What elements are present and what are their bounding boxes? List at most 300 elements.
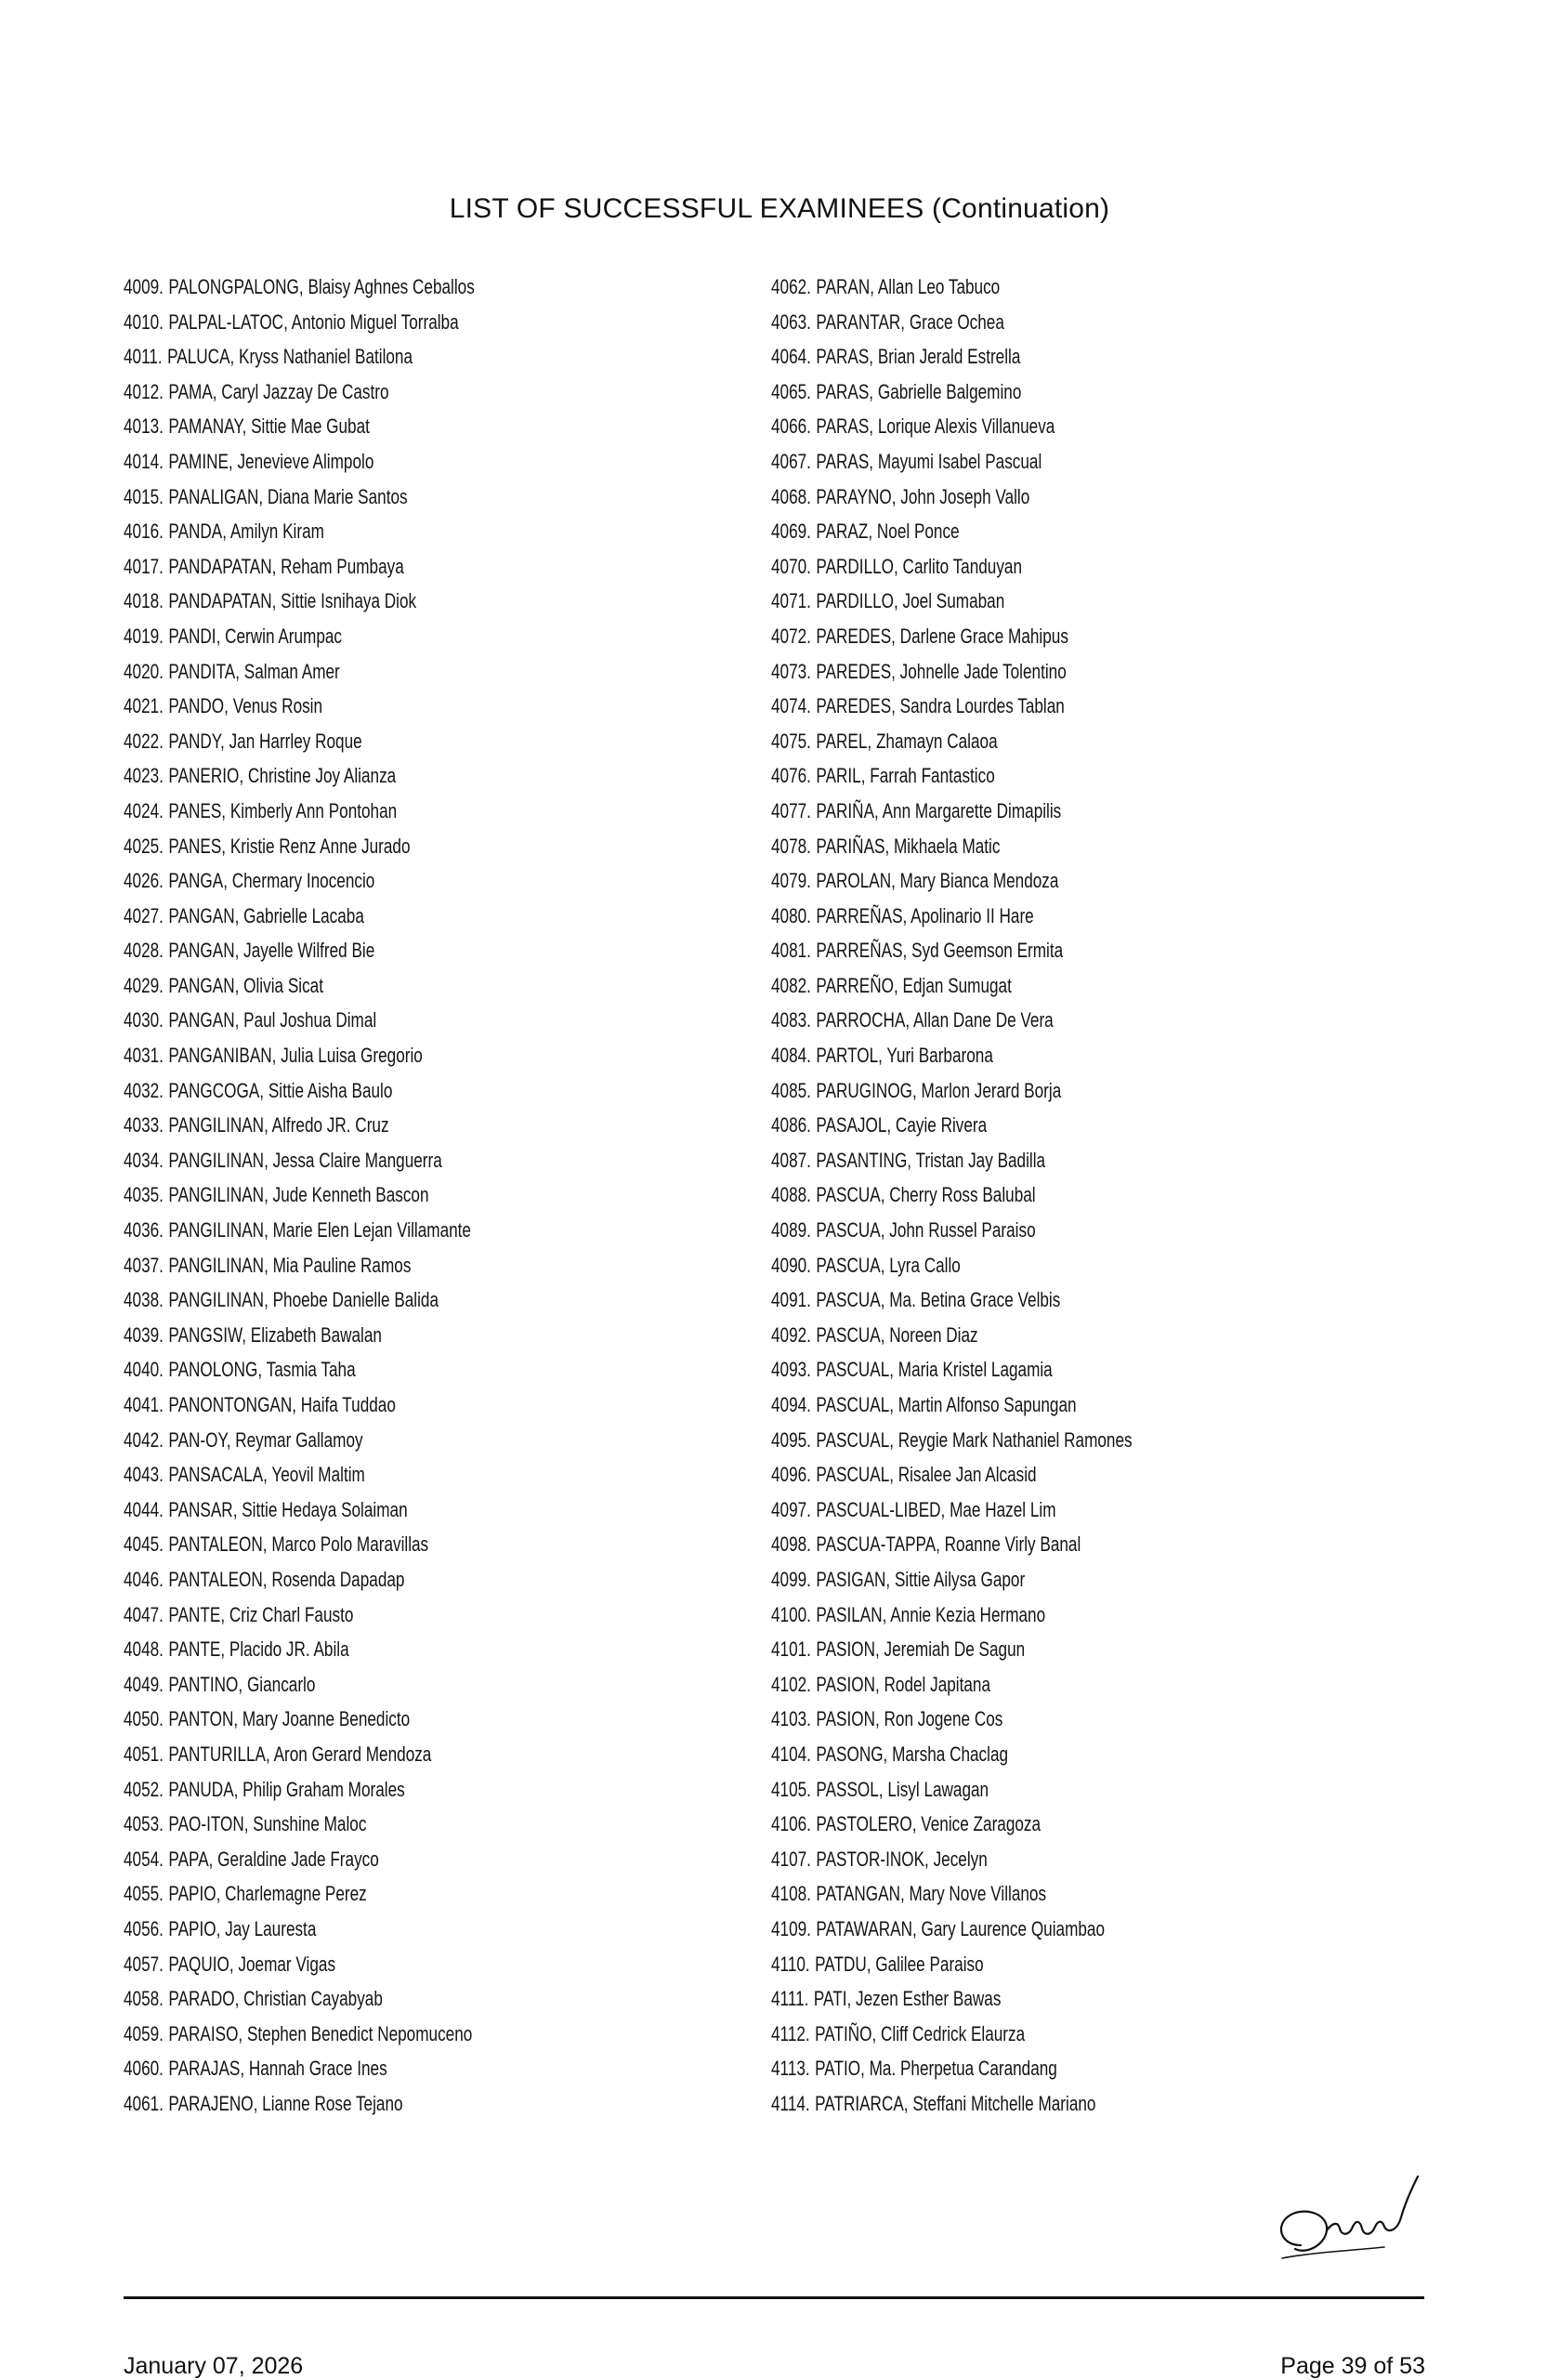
examinee-entry: [124, 1562, 602, 1598]
examinee-name: PATIÑO, Cliff Cedrick Elaurza: [815, 2021, 1026, 2045]
entry-number: 4094.: [771, 1393, 811, 1416]
examinee-name: PANGAN, Jayelle Wilfred Bie: [168, 939, 375, 963]
examinee-name: PARAN, Allan Leo Tabuco: [816, 275, 1001, 298]
examinee-entry: [124, 1387, 602, 1423]
examinee-entry: [771, 1807, 1278, 1842]
entry-number: 4070.: [771, 554, 811, 578]
examinee-entry: [124, 1038, 602, 1073]
examinee-entry: [771, 829, 1278, 864]
entry-number: 4027.: [124, 903, 164, 927]
examinee-name: PANGILINAN, Alfredo JR. Cruz: [168, 1113, 389, 1137]
examinee-entry: [771, 1352, 1278, 1387]
examinee-name: PASAJOL, Cayie Rivera: [816, 1113, 988, 1137]
examinee-entry: [124, 514, 602, 549]
examinee-name: PAMA, Caryl Jazzay De Castro: [168, 379, 389, 403]
examinee-name: PAREDES, Sandra Lourdes Tablan: [816, 694, 1065, 718]
examinee-entry: [771, 305, 1278, 340]
entry-number: 4073.: [771, 659, 811, 683]
examinee-entry: [771, 619, 1278, 654]
examinee-entry: [771, 1457, 1278, 1492]
examinee-entry: [771, 1108, 1278, 1143]
examinee-name: PANONTONGAN, Haifa Tuddao: [168, 1393, 396, 1416]
examinee-entry: [124, 1702, 602, 1737]
entry-number: 4099.: [771, 1567, 811, 1591]
entry-number: 4019.: [124, 624, 164, 648]
examinee-name: PASCUA, Noreen Diaz: [816, 1322, 978, 1347]
examinee-entry: [771, 1598, 1278, 1633]
examinee-entry: [124, 480, 602, 515]
examinee-name: PARDILLO, Carlito Tanduyan: [816, 554, 1023, 578]
entry-number: 4076.: [771, 764, 811, 788]
examinee-entry: [771, 1737, 1278, 1772]
examinee-entry: [124, 1947, 602, 1982]
examinee-name: PANES, Kristie Renz Anne Jurado: [168, 834, 411, 858]
entry-number: 4095.: [771, 1427, 811, 1452]
examinee-entry: [124, 724, 602, 759]
examinee-name: PASCUA, Cherry Ross Balubal: [816, 1183, 1036, 1207]
examinee-entry: [771, 1282, 1278, 1318]
examinee-name: PAO-ITON, Sunshine Maloc: [168, 1812, 367, 1836]
examinee-name: PANGSIW, Elizabeth Bawalan: [168, 1322, 382, 1347]
examinee-name: PANDO, Venus Rosin: [168, 694, 323, 718]
entry-number: 4091.: [771, 1288, 811, 1312]
examinee-entry: [124, 1073, 602, 1109]
examinee-entry: [771, 514, 1278, 549]
entry-number: 4052.: [124, 1777, 164, 1801]
entry-number: 4085.: [771, 1078, 811, 1102]
entry-number: 4044.: [124, 1497, 164, 1521]
entry-number: 4035.: [124, 1183, 164, 1207]
examinee-entry: [124, 1912, 602, 1947]
examinee-entry: [771, 724, 1278, 759]
examinee-name: PARAJENO, Lianne Rose Tejano: [168, 2091, 403, 2115]
entry-number: 4063.: [771, 309, 811, 334]
examinee-name: PARIÑAS, Mikhaela Matic: [816, 834, 1001, 858]
entry-number: 4050.: [124, 1707, 164, 1731]
examinee-entry: [771, 933, 1278, 968]
entry-number: 4074.: [771, 694, 811, 718]
entry-number: 4046.: [124, 1567, 164, 1591]
examinee-name: PANDAPATAN, Reham Pumbaya: [168, 554, 404, 578]
entry-number: 4083.: [771, 1008, 811, 1032]
examinee-entry: [124, 1598, 602, 1633]
examinee-entry: [771, 409, 1278, 444]
entry-number: 4047.: [124, 1602, 164, 1626]
examinee-entry: [124, 968, 602, 1004]
entry-number: 4068.: [771, 484, 811, 508]
examinee-name: PANGCOGA, Sittie Aisha Baulo: [168, 1078, 393, 1102]
entry-number: 4080.: [771, 903, 811, 927]
entry-number: 4029.: [124, 973, 164, 997]
examinee-name: PAREDES, Darlene Grace Mahipus: [816, 624, 1068, 648]
examinee-name: PASSOL, Lisyl Lawagan: [816, 1777, 989, 1801]
entry-number: 4034.: [124, 1148, 164, 1172]
examinee-entry: [124, 794, 602, 829]
examinee-name: PAMINE, Jenevieve Alimpolo: [168, 449, 374, 473]
examinee-entry: [124, 1737, 602, 1772]
entry-number: 4067.: [771, 449, 811, 473]
examinee-entry: [771, 1318, 1278, 1353]
examinee-entry: [124, 1108, 602, 1143]
examinee-entry: [771, 339, 1278, 375]
entry-number: 4109.: [771, 1916, 811, 1940]
examinee-entry: [771, 270, 1278, 305]
examinee-name: PATAWARAN, Gary Laurence Quiambao: [816, 1916, 1105, 1940]
examinee-entry: [124, 654, 602, 690]
examinee-name: PASONG, Marsha Chaclag: [816, 1742, 1009, 1766]
entry-number: 4103.: [771, 1707, 811, 1731]
entry-number: 4009.: [124, 275, 164, 298]
examinee-entry: [124, 1981, 602, 2017]
examinee-entry: [771, 899, 1278, 934]
examinee-entry: [771, 1772, 1278, 1808]
examinee-entry: [124, 1807, 602, 1842]
examinee-name: PARADO, Christian Cayabyab: [168, 1987, 383, 2011]
examinee-entry: [771, 480, 1278, 515]
examinee-entry: [771, 444, 1278, 480]
examinee-entry: [771, 1213, 1278, 1248]
entry-number: 4092.: [771, 1322, 811, 1347]
examinee-name: PARIL, Farrah Fantastico: [816, 764, 995, 788]
examinee-entry: [124, 899, 602, 934]
examinee-entry: [124, 1632, 602, 1667]
examinee-name: PANSACALA, Yeovil Maltim: [168, 1463, 365, 1487]
entry-number: 4010.: [124, 309, 164, 334]
entry-number: 4081.: [771, 939, 811, 963]
entry-number: 4064.: [771, 345, 811, 369]
examinee-entry: [124, 270, 602, 305]
examinee-name: PANGAN, Gabrielle Lacaba: [168, 903, 364, 927]
examinee-entry: [771, 1981, 1278, 2017]
examinee-entry: [124, 829, 602, 864]
entry-number: 4105.: [771, 1777, 811, 1801]
entry-number: 4075.: [771, 729, 811, 753]
examinee-name: PANDAPATAN, Sittie Isnihaya Diok: [168, 589, 417, 613]
examinee-entry: [771, 1702, 1278, 1737]
examinee-name: PARIÑA, Ann Margarette Dimapilis: [816, 798, 1062, 822]
examinee-entry: [771, 2086, 1278, 2122]
entry-number: 4036.: [124, 1218, 164, 1243]
examinee-name: PASION, Jeremiah De Sagun: [816, 1637, 1026, 1662]
examinee-name: PANGILINAN, Jessa Claire Manguerra: [168, 1148, 442, 1172]
examinee-entry: [124, 758, 602, 794]
entry-number: 4037.: [124, 1253, 164, 1277]
examinee-name: PARAYNO, John Joseph Vallo: [816, 484, 1030, 508]
examinee-entry: [124, 1248, 602, 1283]
examinee-name: PARROCHA, Allan Dane De Vera: [816, 1008, 1054, 1032]
entry-number: 4100.: [771, 1602, 811, 1626]
entry-number: 4087.: [771, 1148, 811, 1172]
examinee-entry: [771, 1177, 1278, 1213]
examinee-name: PARREÑAS, Syd Geemson Ermita: [816, 939, 1064, 963]
entry-number: 4060.: [124, 2057, 164, 2081]
examinee-entry: [771, 1492, 1278, 1528]
entry-number: 4069.: [771, 519, 811, 544]
examinee-entry: [771, 1073, 1278, 1109]
examinee-entry: [124, 619, 602, 654]
examinee-entry: [124, 2086, 602, 2122]
entry-number: 4113.: [771, 2057, 810, 2081]
entry-number: 4111.: [771, 1987, 809, 2011]
examinee-name: PANGILINAN, Phoebe Danielle Balida: [168, 1288, 439, 1312]
examinee-name: PANALIGAN, Diana Marie Santos: [168, 484, 408, 508]
examinee-name: PASCUA, John Russel Paraiso: [816, 1218, 1036, 1243]
examinee-entry: [771, 689, 1278, 724]
examinee-name: PASCUA-TAPPA, Roanne Virly Banal: [816, 1532, 1081, 1557]
examinee-name: PANTON, Mary Joanne Benedicto: [168, 1707, 411, 1731]
entry-number: 4018.: [124, 589, 164, 613]
entry-number: 4112.: [771, 2021, 810, 2045]
entry-number: 4084.: [771, 1044, 811, 1068]
examinee-entry: [771, 1876, 1278, 1912]
examinee-entry: [771, 654, 1278, 690]
examinee-entry: [771, 1038, 1278, 1073]
entry-number: 4057.: [124, 1952, 164, 1976]
examinee-name: PAPIO, Jay Lauresta: [168, 1916, 317, 1940]
examinee-entry: [124, 1457, 602, 1492]
entry-number: 4062.: [771, 275, 811, 298]
entry-number: 4079.: [771, 869, 811, 893]
examinee-name: PARTOL, Yuri Barbarona: [816, 1044, 993, 1068]
entry-number: 4021.: [124, 694, 164, 718]
examinee-name: PANTALEON, Marco Polo Maravillas: [168, 1532, 429, 1557]
examinee-entry: [124, 1423, 602, 1458]
examinee-entry: [124, 1318, 602, 1353]
examinee-entry: [124, 1282, 602, 1318]
entry-number: 4104.: [771, 1742, 811, 1766]
examinee-name: PAROLAN, Mary Bianca Mendoza: [816, 869, 1059, 893]
entry-number: 4108.: [771, 1882, 811, 1906]
examinee-entry: [124, 409, 602, 444]
examinee-name: PARAS, Gabrielle Balgemino: [816, 379, 1022, 403]
examinee-name: PANDA, Amilyn Kiram: [168, 519, 324, 544]
examinee-entry: [771, 1912, 1278, 1947]
examinee-entry: [124, 375, 602, 410]
examinee-name: PASTOR-INOK, Jecelyn: [816, 1847, 988, 1871]
examinee-entry: [124, 305, 602, 340]
examinee-name: PARREÑAS, Apolinario II Hare: [816, 903, 1034, 927]
examinee-entry: [771, 1947, 1278, 1982]
examinee-name: PANGILINAN, Mia Pauline Ramos: [168, 1253, 412, 1277]
entry-number: 4066.: [771, 414, 811, 439]
examinee-name: PASIGAN, Sittie Ailysa Gapor: [816, 1567, 1026, 1591]
examinee-entry: [124, 1143, 602, 1178]
examinee-name: PARUGINOG, Marlon Jerard Borja: [816, 1078, 1062, 1102]
entry-number: 4025.: [124, 834, 164, 858]
entry-number: 4078.: [771, 834, 811, 858]
examinee-name: PARAJAS, Hannah Grace Ines: [168, 2057, 387, 2081]
examinee-name: PASANTING, Tristan Jay Badilla: [816, 1148, 1046, 1172]
examinee-entry: [124, 1352, 602, 1387]
examinee-entry: [771, 549, 1278, 585]
examinee-name: PARAS, Lorique Alexis Villanueva: [816, 414, 1055, 439]
examinee-entry: [124, 444, 602, 480]
examinee-entry: [771, 863, 1278, 899]
examinee-name: PAN-OY, Reymar Gallamoy: [168, 1427, 363, 1452]
footer-divider: [124, 2296, 1424, 2299]
examinee-entry: [124, 1667, 602, 1703]
examinee-list-right: [771, 270, 1421, 2121]
examinee-name: PATANGAN, Mary Nove Villanos: [816, 1882, 1047, 1906]
examinee-name: PATRIARCA, Steffani Mitchelle Mariano: [815, 2091, 1096, 2115]
entry-number: 4088.: [771, 1183, 811, 1207]
examinee-name: PALPAL-LATOC, Antonio Miguel Torralba: [168, 309, 459, 334]
examinee-name: PANOLONG, Tasmia Taha: [168, 1358, 356, 1382]
examinee-entry: [771, 1143, 1278, 1178]
examinee-list-left: [124, 270, 737, 2121]
entry-number: 4033.: [124, 1113, 164, 1137]
entry-number: 4055.: [124, 1882, 164, 1906]
entry-number: 4053.: [124, 1812, 164, 1836]
entry-number: 4032.: [124, 1078, 164, 1102]
entry-number: 4039.: [124, 1322, 164, 1347]
entry-number: 4090.: [771, 1253, 811, 1277]
examinee-entry: [771, 794, 1278, 829]
examinee-entry: [124, 584, 602, 619]
entry-number: 4015.: [124, 484, 164, 508]
examinee-entry: [771, 2017, 1278, 2052]
examinee-entry: [124, 689, 602, 724]
examinee-name: PASCUA, Ma. Betina Grace Velbis: [816, 1288, 1061, 1312]
entry-number: 4093.: [771, 1358, 811, 1382]
examinee-name: PARDILLO, Joel Sumaban: [816, 589, 1005, 613]
examinee-name: PASCUAL, Maria Kristel Lagamia: [816, 1358, 1053, 1382]
examinee-name: PANGILINAN, Marie Elen Lejan Villamante: [168, 1218, 471, 1243]
examinee-entry: [771, 584, 1278, 619]
entry-number: 4023.: [124, 764, 164, 788]
examinee-name: PATIO, Ma. Pherpetua Carandang: [815, 2057, 1057, 2081]
entry-number: 4038.: [124, 1288, 164, 1312]
entry-number: 4071.: [771, 589, 811, 613]
examinee-entry: [124, 2017, 602, 2052]
entry-number: 4114.: [771, 2091, 810, 2115]
examinee-name: PARAZ, Noel Ponce: [816, 519, 960, 544]
entry-number: 4048.: [124, 1637, 164, 1662]
examinee-entry: [771, 375, 1278, 410]
examinee-entry: [771, 1527, 1278, 1562]
entry-number: 4102.: [771, 1672, 811, 1696]
examinee-name: PARAS, Brian Jerald Estrella: [816, 345, 1021, 369]
entry-number: 4045.: [124, 1532, 164, 1557]
entry-number: 4011.: [124, 345, 163, 369]
entry-number: 4077.: [771, 798, 811, 822]
entry-number: 4089.: [771, 1218, 811, 1243]
entry-number: 4030.: [124, 1008, 164, 1032]
examinee-entry: [124, 933, 602, 968]
examinee-entry: [771, 1003, 1278, 1038]
examinee-name: PASCUA, Lyra Callo: [816, 1253, 961, 1277]
examinee-name: PARANTAR, Grace Ochea: [816, 309, 1004, 334]
examinee-name: PANTE, Placido JR. Abila: [168, 1637, 349, 1662]
examinee-name: PASCUAL, Martin Alfonso Sapungan: [816, 1393, 1077, 1416]
entry-number: 4022.: [124, 729, 164, 753]
examinee-entry: [124, 2051, 602, 2086]
examinee-name: PAREDES, Johnelle Jade Tolentino: [816, 659, 1067, 683]
entry-number: 4024.: [124, 798, 164, 822]
examinee-entry: [771, 2051, 1278, 2086]
examinee-entry: [771, 1667, 1278, 1703]
examinee-name: PARAISO, Stephen Benedict Nepomuceno: [168, 2021, 473, 2045]
examinee-entry: [771, 1423, 1278, 1458]
examinee-name: PANSAR, Sittie Hedaya Solaiman: [168, 1497, 408, 1521]
entry-number: 4051.: [124, 1742, 164, 1766]
entry-number: 4101.: [771, 1637, 811, 1662]
examinee-entry: [124, 549, 602, 585]
examinee-entry: [124, 1772, 602, 1808]
entry-number: 4014.: [124, 449, 164, 473]
entry-number: 4096.: [771, 1463, 811, 1487]
examinee-name: PASCUAL, Reygie Mark Nathaniel Ramones: [816, 1427, 1133, 1452]
examinee-entry: [771, 1562, 1278, 1598]
examinee-name: PANERIO, Christine Joy Alianza: [168, 764, 397, 788]
entry-number: 4106.: [771, 1812, 811, 1836]
entry-number: 4082.: [771, 973, 811, 997]
examinee-name: PASTOLERO, Venice Zaragoza: [816, 1812, 1042, 1836]
entry-number: 4040.: [124, 1358, 164, 1382]
examinee-entry: [771, 968, 1278, 1004]
examinee-name: PANDY, Jan Harrley Roque: [168, 729, 362, 753]
examinee-name: PALONGPALONG, Blaisy Aghnes Ceballos: [168, 275, 475, 298]
signature: [1273, 2165, 1431, 2268]
entry-number: 4072.: [771, 624, 811, 648]
entry-number: 4059.: [124, 2021, 164, 2045]
examinee-name: PANTURILLA, Aron Gerard Mendoza: [168, 1742, 432, 1766]
examinee-name: PAPA, Geraldine Jade Frayco: [168, 1847, 379, 1871]
examinee-entry: [124, 1003, 602, 1038]
examinee-entry: [771, 758, 1278, 794]
entry-number: 4016.: [124, 519, 164, 544]
examinee-name: PASION, Ron Jogene Cos: [816, 1707, 1003, 1731]
examinee-name: PANGILINAN, Jude Kenneth Bascon: [168, 1183, 429, 1207]
examinee-entry: [771, 1632, 1278, 1667]
entry-number: 4049.: [124, 1672, 164, 1696]
entry-number: 4020.: [124, 659, 164, 683]
examinee-entry: [124, 1177, 602, 1213]
examinee-name: PAQUIO, Joemar Vigas: [168, 1952, 336, 1976]
entry-number: 4097.: [771, 1497, 811, 1521]
examinee-name: PALUCA, Kryss Nathaniel Batilona: [167, 345, 413, 369]
entry-number: 4012.: [124, 379, 164, 403]
examinee-name: PANGANIBAN, Julia Luisa Gregorio: [168, 1044, 423, 1068]
examinee-entry: [124, 863, 602, 899]
entry-number: 4043.: [124, 1463, 164, 1487]
examinee-name: PATI, Jezen Esther Bawas: [813, 1987, 1002, 2011]
examinee-name: PANTE, Criz Charl Fausto: [168, 1602, 354, 1626]
examinee-name: PANES, Kimberly Ann Pontohan: [168, 798, 398, 822]
examinee-entry: [771, 1387, 1278, 1423]
examinee-name: PARAS, Mayumi Isabel Pascual: [816, 449, 1042, 473]
examinee-name: PATDU, Galilee Paraiso: [815, 1952, 984, 1976]
entry-number: 4061.: [124, 2091, 164, 2115]
entry-number: 4098.: [771, 1532, 811, 1557]
page-title: LIST OF SUCCESSFUL EXAMINEES (Continuation): [449, 193, 1110, 224]
entry-number: 4013.: [124, 414, 164, 439]
examinee-entry: [771, 1842, 1278, 1877]
entry-number: 4107.: [771, 1847, 811, 1871]
examinee-name: PARREÑO, Edjan Sumugat: [816, 973, 1012, 997]
entry-number: 4065.: [771, 379, 811, 403]
examinee-entry: [124, 1213, 602, 1248]
examinee-name: PANGA, Chermary Inocencio: [168, 869, 375, 893]
examinee-entry: [124, 1876, 602, 1912]
entry-number: 4031.: [124, 1044, 164, 1068]
examinee-name: PANGAN, Paul Joshua Dimal: [168, 1008, 377, 1032]
entry-number: 4086.: [771, 1113, 811, 1137]
page-number: Page 39 of 53: [1280, 2353, 1425, 2379]
entry-number: 4042.: [124, 1427, 164, 1452]
examinee-name: PANTALEON, Rosenda Dapadap: [168, 1567, 405, 1591]
examinee-entry: [124, 1842, 602, 1877]
